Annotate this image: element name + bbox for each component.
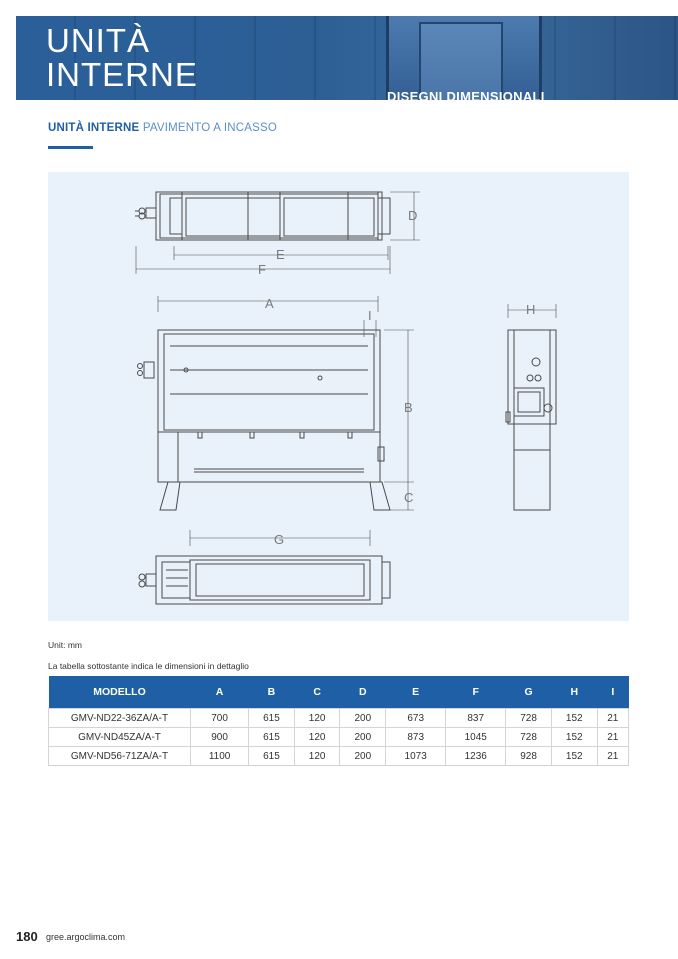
table-header-row <box>49 676 629 709</box>
cell-a: 700 <box>191 709 249 728</box>
dimension-labels <box>258 208 535 547</box>
cell-e: 673 <box>386 709 446 728</box>
cell-c: 120 <box>294 728 340 747</box>
label-a: A <box>265 296 274 311</box>
cell-f: 837 <box>446 709 506 728</box>
cell-g: 928 <box>506 747 552 766</box>
cell-f: 1236 <box>446 747 506 766</box>
dimensional-drawing <box>48 172 629 621</box>
cell-b: 615 <box>249 747 295 766</box>
page-title <box>46 24 198 92</box>
label-i: I <box>368 308 372 323</box>
page-title-line1: UNITÀ <box>46 22 150 59</box>
footer-url[interactable]: gree.argoclima.com <box>46 932 126 942</box>
cell-h: 152 <box>551 728 597 747</box>
cell-model: GMV-ND56-71ZA/A-T <box>49 747 191 766</box>
header-modello: MODELLO <box>49 676 191 709</box>
page-number: 180 <box>16 929 38 944</box>
header-h: H <box>551 676 597 709</box>
cell-d: 200 <box>340 747 386 766</box>
header-banner <box>16 16 678 100</box>
header-g: G <box>506 676 552 709</box>
cell-model: GMV-ND22-36ZA/A-T <box>49 709 191 728</box>
cell-b: 615 <box>249 709 295 728</box>
cell-b: 615 <box>249 728 295 747</box>
page-title-line2: INTERNE <box>46 56 198 93</box>
unit-note: Unit: mm <box>48 640 82 650</box>
label-h: H <box>526 302 536 317</box>
table-row <box>49 709 629 728</box>
label-f: F <box>258 262 266 277</box>
header-f: F <box>446 676 506 709</box>
header-i: I <box>597 676 628 709</box>
front-view <box>138 296 415 510</box>
cell-g: 728 <box>506 709 552 728</box>
page-subtitle: DISEGNI DIMENSIONALI <box>387 89 545 100</box>
cell-h: 152 <box>551 709 597 728</box>
label-c: C <box>404 490 414 505</box>
section-heading-bold: UNITÀ INTERNE <box>48 122 140 134</box>
header-a: A <box>191 676 249 709</box>
header-b: B <box>249 676 295 709</box>
cell-model: GMV-ND45ZA/A-T <box>49 728 191 747</box>
cell-e: 873 <box>386 728 446 747</box>
cell-g: 728 <box>506 728 552 747</box>
banner-photo-window <box>386 16 542 100</box>
label-g: G <box>274 532 285 547</box>
cell-i: 21 <box>597 709 628 728</box>
label-e: E <box>276 247 285 262</box>
section-heading-light: PAVIMENTO A INCASSO <box>142 122 277 134</box>
cell-c: 120 <box>294 709 340 728</box>
table-description: La tabella sottostante indica le dimensioni in dettaglio <box>48 661 249 671</box>
section-heading <box>48 122 277 134</box>
label-d: D <box>408 208 418 223</box>
cell-h: 152 <box>551 747 597 766</box>
cell-e: 1073 <box>386 747 446 766</box>
table-row <box>49 747 629 766</box>
side-view <box>506 304 556 510</box>
cell-a: 1100 <box>191 747 249 766</box>
dimensions-table <box>48 676 629 766</box>
table-row <box>49 728 629 747</box>
cell-i: 21 <box>597 747 628 766</box>
cell-a: 900 <box>191 728 249 747</box>
label-b: B <box>404 400 413 415</box>
header-c: C <box>294 676 340 709</box>
bottom-view <box>139 530 390 604</box>
heading-underline <box>48 146 93 149</box>
cell-d: 200 <box>340 728 386 747</box>
cell-c: 120 <box>294 747 340 766</box>
header-e: E <box>386 676 446 709</box>
cell-d: 200 <box>340 709 386 728</box>
cell-i: 21 <box>597 728 628 747</box>
header-d: D <box>340 676 386 709</box>
drawing-svg <box>48 172 629 621</box>
cell-f: 1045 <box>446 728 506 747</box>
